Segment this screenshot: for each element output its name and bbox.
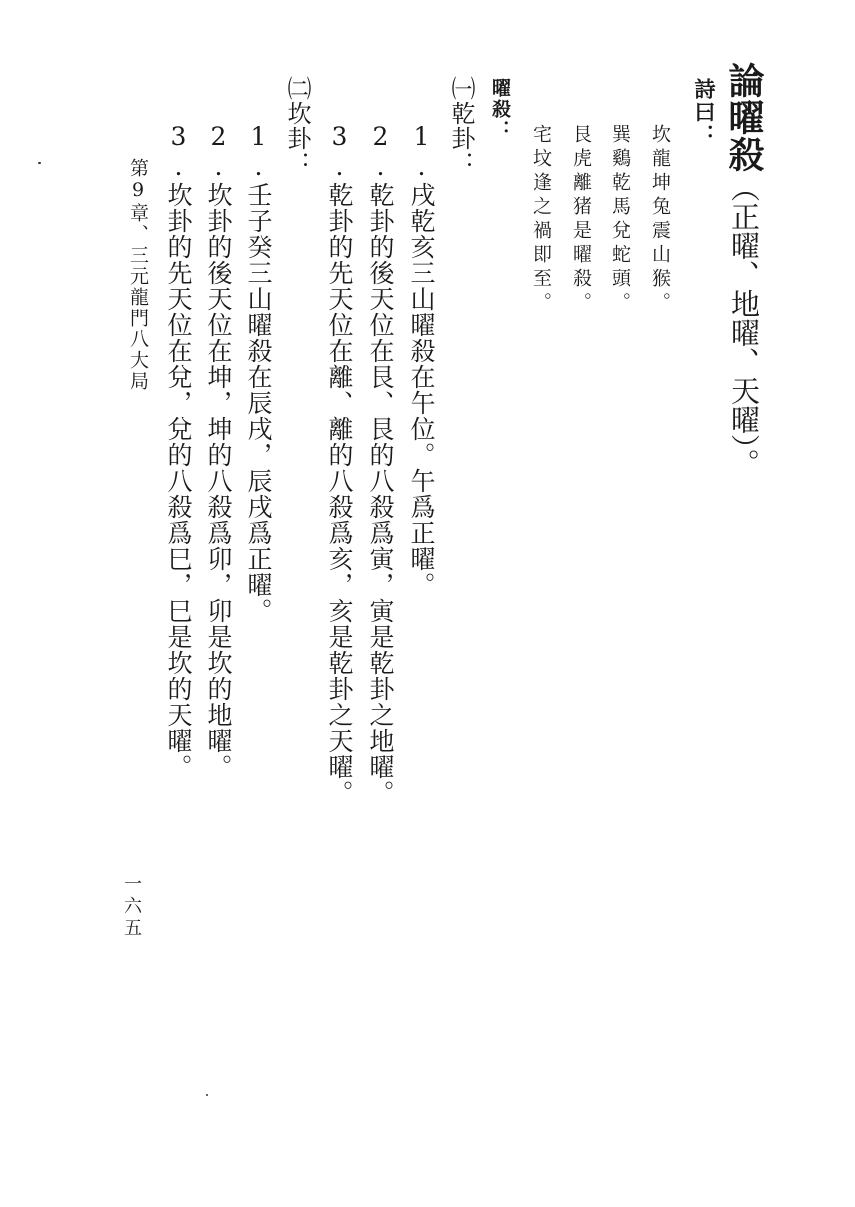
section-label: 曜殺： — [489, 78, 511, 141]
qian-item-2: 2.乾卦的後天位在艮、艮的八殺爲寅，寅是乾卦之地曜。 — [366, 122, 395, 806]
kan-item-3: 3.坎卦的先天位在兌，兌的八殺爲巳，巳是坎的天曜。 — [164, 122, 193, 780]
section-heading-qian: ㈠乾卦： — [447, 76, 475, 176]
poem-line-4: 宅坟逢之禍即至。 — [530, 124, 552, 316]
scan-speck — [206, 1094, 208, 1096]
title-main: 論曜殺 — [723, 62, 765, 173]
poem-line-1: 坎龍坤兔震山猴。 — [649, 124, 671, 316]
kan-item-1: 1.壬子癸三山曜殺在辰戌，辰戌爲正曜。 — [244, 122, 273, 624]
scan-speck — [38, 162, 41, 164]
poem-line-2: 巽鷄乾馬兌蛇頭。 — [609, 124, 631, 316]
poem-intro: 詩曰： — [692, 78, 717, 147]
poem-line-3: 艮虎離猪是曜殺。 — [570, 124, 592, 316]
qian-item-3: 3.乾卦的先天位在離、離的八殺爲亥，亥是乾卦之天曜。 — [325, 122, 354, 806]
chapter-title — [723, 62, 765, 478]
section-heading-kan: ㈡坎卦： — [283, 76, 311, 176]
title-sub: （正曜、地曜、天曜）。 — [727, 173, 761, 478]
chapter-footer: 第9章、三元龍門八大局 — [127, 158, 149, 392]
qian-item-1: 1.戌乾亥三山曜殺在午位。午爲正曜。 — [407, 122, 436, 598]
kan-item-2: 2.坎卦的後天位在坤，坤的八殺爲卯，卯是坎的地曜。 — [204, 122, 233, 780]
page-number: 一六五 — [121, 874, 142, 940]
